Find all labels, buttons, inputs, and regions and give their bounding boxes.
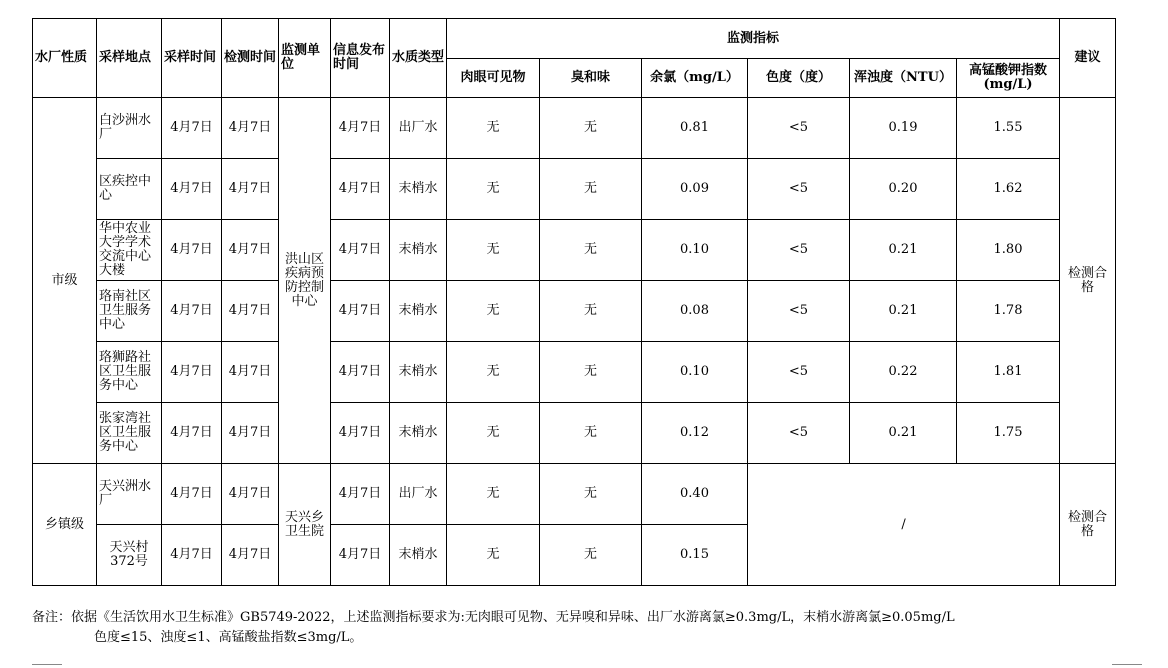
water-type: 末梢水 — [390, 525, 447, 586]
color-value: <5 — [748, 342, 850, 403]
header-suggestion: 建议 — [1060, 19, 1116, 98]
release-date: 4月7日 — [331, 220, 390, 281]
table-row — [33, 159, 1116, 220]
plant-level-city: 市级 — [33, 98, 97, 464]
kmno4-value: 1.62 — [957, 159, 1060, 220]
odor-value: 无 — [540, 220, 642, 281]
chlorine-value: 0.81 — [642, 98, 748, 159]
visible-matter-value: 无 — [447, 98, 540, 159]
release-date: 4月7日 — [331, 342, 390, 403]
chlorine-value: 0.10 — [642, 220, 748, 281]
water-type: 出厂水 — [390, 464, 447, 525]
water-quality-table-container — [32, 18, 1115, 585]
kmno4-value: 1.81 — [957, 342, 1060, 403]
release-date: 4月7日 — [331, 281, 390, 342]
remarks-note — [32, 608, 1142, 648]
header-kmno4-line2: (mg/L) — [983, 77, 1033, 92]
sampling-site-line1: 天兴村 — [109, 540, 149, 555]
test-date: 4月7日 — [222, 220, 279, 281]
odor-value: 无 — [540, 342, 642, 403]
odor-value: 无 — [540, 98, 642, 159]
color-value: <5 — [748, 159, 850, 220]
sampling-date: 4月7日 — [162, 281, 222, 342]
header-color: 色度（度） — [748, 59, 850, 98]
sampling-date: 4月7日 — [162, 98, 222, 159]
chlorine-value: 0.12 — [642, 403, 748, 464]
sampling-site: 珞狮路社区卫生服务中心 — [97, 342, 162, 403]
sampling-date: 4月7日 — [162, 342, 222, 403]
header-kmno4-line1: 高锰酸钾指数 — [969, 63, 1048, 78]
table-row — [33, 464, 1116, 525]
kmno4-value: 1.55 — [957, 98, 1060, 159]
turbidity-value: 0.19 — [850, 98, 957, 159]
header-plant-type: 水厂性质 — [33, 19, 97, 98]
visible-matter-value: 无 — [447, 403, 540, 464]
header-release-time: 信息发布时间 — [331, 19, 390, 98]
kmno4-value: 1.80 — [957, 220, 1060, 281]
water-type: 末梢水 — [390, 159, 447, 220]
odor-value: 无 — [540, 464, 642, 525]
water-quality-table — [32, 18, 1116, 586]
header-chlorine: 余氯（mg/L） — [642, 59, 748, 98]
plant-level-town: 乡镇级 — [33, 464, 97, 586]
suggestion-town: 检测合格 — [1060, 464, 1116, 586]
sampling-site-line2: 372号 — [110, 554, 148, 569]
turbidity-value: 0.21 — [850, 220, 957, 281]
test-date: 4月7日 — [222, 281, 279, 342]
header-kmno4 — [957, 59, 1060, 98]
suggestion-city: 检测合格 — [1060, 98, 1116, 464]
turbidity-value: 0.21 — [850, 281, 957, 342]
table-row — [33, 281, 1116, 342]
kmno4-value: 1.75 — [957, 403, 1060, 464]
table-row — [33, 342, 1116, 403]
visible-matter-value: 无 — [447, 525, 540, 586]
sampling-date: 4月7日 — [162, 525, 222, 586]
test-date: 4月7日 — [222, 464, 279, 525]
visible-matter-value: 无 — [447, 220, 540, 281]
sampling-site: 张家湾社区卫生服务中心 — [97, 403, 162, 464]
header-indicators: 监测指标 — [447, 19, 1060, 59]
header-sampling-time: 采样时间 — [162, 19, 222, 98]
release-date: 4月7日 — [331, 525, 390, 586]
chlorine-value: 0.40 — [642, 464, 748, 525]
odor-value: 无 — [540, 159, 642, 220]
header-sampling-site: 采样地点 — [97, 19, 162, 98]
turbidity-value: 0.21 — [850, 403, 957, 464]
remarks-line-1: 备注：依据《生活饮用水卫生标准》GB5749-2022，上述监测指标要求为:无肉眼可见物、无异嗅和异味、出厂水游离氯≥0.3mg/L，末梢水游离氯≥0.05mg/L — [32, 610, 955, 625]
footer-divider-left — [32, 664, 62, 665]
sampling-date: 4月7日 — [162, 220, 222, 281]
table-row — [33, 98, 1116, 159]
table-row — [33, 220, 1116, 281]
turbidity-value: 0.20 — [850, 159, 957, 220]
water-type: 末梢水 — [390, 220, 447, 281]
test-date: 4月7日 — [222, 403, 279, 464]
not-applicable-cell: / — [748, 464, 1060, 586]
sampling-site — [97, 525, 162, 586]
header-visible-matter: 肉眼可见物 — [447, 59, 540, 98]
test-date: 4月7日 — [222, 342, 279, 403]
test-date: 4月7日 — [222, 525, 279, 586]
monitor-unit-tianxing: 天兴乡卫生院 — [279, 464, 331, 586]
water-type: 末梢水 — [390, 342, 447, 403]
test-date: 4月7日 — [222, 159, 279, 220]
sampling-site: 白沙洲水厂 — [97, 98, 162, 159]
header-turbidity: 浑浊度（NTU） — [850, 59, 957, 98]
visible-matter-value: 无 — [447, 342, 540, 403]
sampling-site: 华中农业大学学术交流中心大楼 — [97, 220, 162, 281]
color-value: <5 — [748, 281, 850, 342]
release-date: 4月7日 — [331, 464, 390, 525]
water-type: 出厂水 — [390, 98, 447, 159]
table-row — [33, 403, 1116, 464]
release-date: 4月7日 — [331, 98, 390, 159]
water-type: 末梢水 — [390, 281, 447, 342]
release-date: 4月7日 — [331, 159, 390, 220]
header-monitor-unit: 监测单位 — [279, 19, 331, 98]
odor-value: 无 — [540, 525, 642, 586]
header-water-type: 水质类型 — [390, 19, 447, 98]
color-value: <5 — [748, 220, 850, 281]
color-value: <5 — [748, 98, 850, 159]
sampling-date: 4月7日 — [162, 159, 222, 220]
release-date: 4月7日 — [331, 403, 390, 464]
visible-matter-value: 无 — [447, 464, 540, 525]
header-test-time: 检测时间 — [222, 19, 279, 98]
turbidity-value: 0.22 — [850, 342, 957, 403]
remarks-line-2: 色度≤15、浊度≤1、高锰酸盐指数≤3mg/L。 — [94, 630, 363, 645]
visible-matter-value: 无 — [447, 281, 540, 342]
monitor-unit-hongshan: 洪山区疾病预防控制中心 — [279, 98, 331, 464]
odor-value: 无 — [540, 403, 642, 464]
color-value: <5 — [748, 403, 850, 464]
chlorine-value: 0.09 — [642, 159, 748, 220]
header-odor: 臭和味 — [540, 59, 642, 98]
sampling-date: 4月7日 — [162, 464, 222, 525]
odor-value: 无 — [540, 281, 642, 342]
chlorine-value: 0.15 — [642, 525, 748, 586]
footer-divider-right — [1112, 664, 1142, 665]
kmno4-value: 1.78 — [957, 281, 1060, 342]
chlorine-value: 0.08 — [642, 281, 748, 342]
sampling-site: 珞南社区卫生服务中心 — [97, 281, 162, 342]
water-type: 末梢水 — [390, 403, 447, 464]
sampling-site: 天兴洲水厂 — [97, 464, 162, 525]
visible-matter-value: 无 — [447, 159, 540, 220]
chlorine-value: 0.10 — [642, 342, 748, 403]
sampling-date: 4月7日 — [162, 403, 222, 464]
test-date: 4月7日 — [222, 98, 279, 159]
sampling-site: 区疾控中心 — [97, 159, 162, 220]
